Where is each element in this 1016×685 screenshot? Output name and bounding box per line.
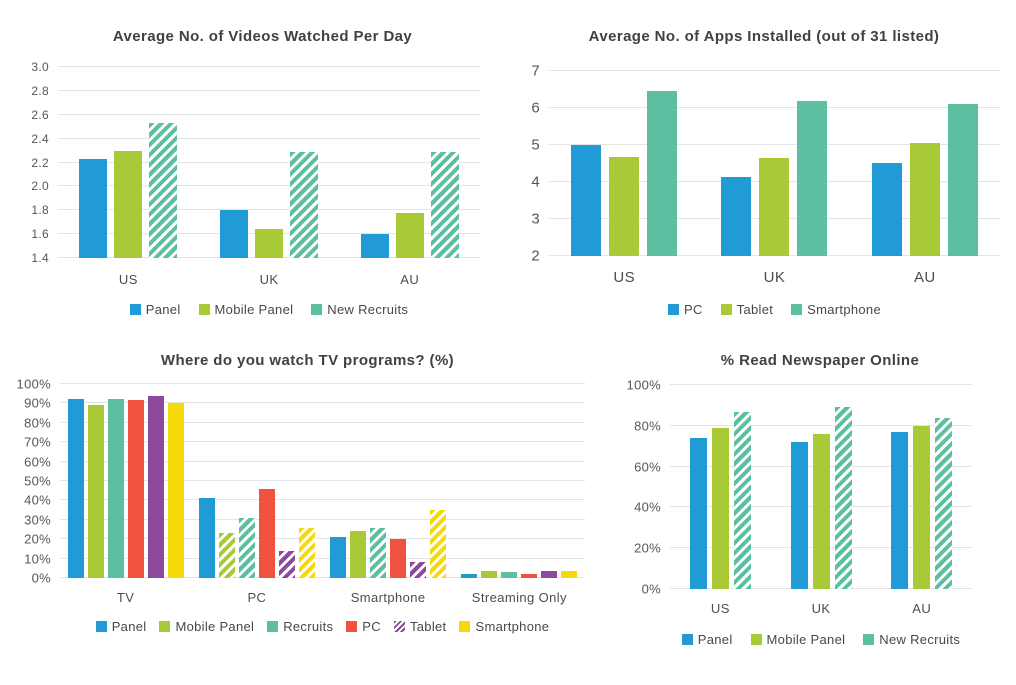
y-tick-label: 1.4 xyxy=(31,251,49,265)
legend xyxy=(58,302,480,317)
legend-label-new-recruits: New Recruits xyxy=(879,632,961,647)
bar-smartphone-au xyxy=(948,104,978,256)
y-tick-label: 100% xyxy=(626,377,661,393)
bar-mobile-panel-us xyxy=(114,151,142,258)
bar-panel-tv xyxy=(68,399,84,578)
bar-group-au xyxy=(850,71,1000,256)
y-tick-label: 0% xyxy=(641,581,661,597)
plot-area xyxy=(31,60,480,265)
bar-new-recruits-uk xyxy=(835,407,852,589)
chart-title: Average No. of Videos Watched Per Day xyxy=(112,28,413,45)
y-tick-label: 5 xyxy=(531,136,540,154)
bar-new-recruits-au xyxy=(935,418,952,589)
legend-item-tablet xyxy=(721,302,774,317)
legend-label-panel: Panel xyxy=(145,302,181,317)
bar-groups xyxy=(60,384,585,578)
y-tick-label: 7 xyxy=(531,62,540,80)
bar-recruits-streaming-only xyxy=(501,572,517,578)
legend-swatch-tablet xyxy=(394,621,405,632)
y-tick-label: 6 xyxy=(531,99,540,117)
bar-smartphone-pc xyxy=(299,528,315,578)
legend-swatch-mobile-panel xyxy=(751,634,762,645)
chart-title: Average No. of Apps Installed (out of 31 listed) xyxy=(588,28,940,45)
y-tick-label: 40% xyxy=(634,499,661,515)
legend-swatch-smartphone xyxy=(791,304,802,315)
bar-group-uk xyxy=(199,67,340,258)
y-tick-label: 40% xyxy=(24,492,51,508)
bar-panel-pc xyxy=(199,498,215,578)
bar-smartphone-smartphone xyxy=(430,510,446,578)
bar-mobile-panel-us xyxy=(712,428,729,589)
y-tick-label: 80% xyxy=(634,418,661,434)
y-tick-label: 50% xyxy=(24,473,51,489)
legend-label-tablet: Tablet xyxy=(409,619,447,634)
legend-item-mobile-panel xyxy=(199,302,294,317)
chart-title: Where do you watch TV programs? (%) xyxy=(160,352,455,369)
bar-panel-au xyxy=(361,234,389,258)
bar-smartphone-tv xyxy=(168,403,184,578)
chart-videos-watched-per-day xyxy=(20,28,505,317)
bar-mobile-panel-streaming-only xyxy=(481,571,497,578)
y-tick-label: 2.4 xyxy=(31,131,49,146)
bar-group-pc xyxy=(191,384,322,578)
bar-pc-au xyxy=(872,163,902,256)
bar-pc-uk xyxy=(721,177,751,256)
y-tick-label: 100% xyxy=(16,376,51,392)
bar-new-recruits-au xyxy=(431,152,459,258)
bar-group-us xyxy=(670,385,771,589)
legend-label-tablet: Tablet xyxy=(736,302,774,317)
y-tick-label: 1.6 xyxy=(31,227,49,242)
bar-tablet-pc xyxy=(279,551,295,578)
x-axis-labels xyxy=(58,272,480,287)
legend-item-pc xyxy=(346,619,381,634)
y-tick-label: 2.8 xyxy=(31,83,49,98)
category-label-pc: PC xyxy=(247,590,267,605)
bar-group-au xyxy=(871,385,972,589)
legend-swatch-panel xyxy=(682,634,693,645)
legend-label-mobile-panel: Mobile Panel xyxy=(214,302,294,317)
category-label-uk: UK xyxy=(763,269,786,286)
y-tick-label: 90% xyxy=(24,395,51,411)
x-axis-labels xyxy=(549,269,1000,286)
bar-tablet-us xyxy=(609,157,639,256)
category-label-tv: TV xyxy=(116,590,135,605)
category-label-streaming-only: Streaming Only xyxy=(471,590,567,605)
legend-label-mobile-panel: Mobile Panel xyxy=(175,619,255,634)
legend-label-pc: PC xyxy=(362,619,381,634)
legend-swatch-new-recruits xyxy=(863,634,874,645)
bar-pc-smartphone xyxy=(390,539,406,578)
category-label-us: US xyxy=(710,601,730,616)
bar-groups xyxy=(670,385,972,589)
legend-swatch-pc xyxy=(346,621,357,632)
bar-mobile-panel-au xyxy=(913,426,930,589)
chart-where-watch-tv-programs xyxy=(16,352,595,634)
y-tick-label: 20% xyxy=(24,531,51,547)
legend-swatch-pc xyxy=(668,304,679,315)
bar-group-us xyxy=(549,71,699,256)
bar-panel-uk xyxy=(220,210,248,258)
bar-groups xyxy=(58,67,480,258)
bar-tablet-streaming-only xyxy=(541,571,557,578)
bar-tablet-tv xyxy=(148,396,164,578)
bar-group-us xyxy=(58,67,199,258)
legend-swatch-panel xyxy=(96,621,107,632)
category-label-us: US xyxy=(613,269,635,286)
bar-mobile-panel-tv xyxy=(88,405,104,578)
category-label-au: AU xyxy=(912,601,932,616)
bar-pc-tv xyxy=(128,400,144,578)
y-tick-label: 10% xyxy=(24,551,51,567)
bar-mobile-panel-au xyxy=(396,213,424,258)
x-axis-labels xyxy=(60,590,585,605)
bar-smartphone-streaming-only xyxy=(561,571,577,578)
legend-swatch-mobile-panel xyxy=(199,304,210,315)
bar-pc-us xyxy=(571,145,601,256)
x-axis-labels xyxy=(670,601,972,616)
legend-swatch-new-recruits xyxy=(311,304,322,315)
bar-panel-smartphone xyxy=(330,537,346,578)
legend-swatch-panel xyxy=(130,304,141,315)
legend-item-recruits xyxy=(267,619,333,634)
y-tick-label: 80% xyxy=(24,415,51,431)
chart-apps-installed xyxy=(525,28,1003,317)
legend-item-new-recruits xyxy=(311,302,408,317)
bar-tablet-au xyxy=(910,143,940,256)
bar-pc-streaming-only xyxy=(521,574,537,578)
legend-swatch-smartphone xyxy=(459,621,470,632)
y-tick-label: 70% xyxy=(24,434,51,450)
bar-tablet-uk xyxy=(759,158,789,256)
legend-label-pc: PC xyxy=(684,302,703,317)
bar-group-uk xyxy=(699,71,849,256)
bar-group-tv xyxy=(60,384,191,578)
legend-item-new-recruits xyxy=(863,632,960,647)
legend-label-recruits: Recruits xyxy=(283,619,334,634)
legend xyxy=(670,632,972,647)
plot-area xyxy=(626,377,972,597)
category-label-us: US xyxy=(118,272,138,287)
bar-group-au xyxy=(339,67,480,258)
bar-new-recruits-us xyxy=(734,412,751,589)
legend-item-panel xyxy=(130,302,181,317)
legend-label-panel: Panel xyxy=(111,619,147,634)
legend-item-pc xyxy=(668,302,703,317)
bar-recruits-tv xyxy=(108,399,124,578)
legend-item-smartphone xyxy=(791,302,881,317)
y-tick-label: 2.0 xyxy=(31,179,49,194)
bar-new-recruits-uk xyxy=(290,152,318,258)
bar-panel-uk xyxy=(791,442,808,589)
category-label-au: AU xyxy=(400,272,420,287)
category-label-smartphone: Smartphone xyxy=(350,590,426,605)
y-tick-label: 4 xyxy=(531,173,540,191)
bar-mobile-panel-uk xyxy=(813,434,830,589)
bar-mobile-panel-smartphone xyxy=(350,531,366,578)
y-tick-label: 30% xyxy=(24,512,51,528)
legend-label-panel: Panel xyxy=(697,632,733,647)
legend xyxy=(549,302,1000,317)
legend-swatch-recruits xyxy=(267,621,278,632)
category-label-uk: UK xyxy=(811,601,831,616)
legend-swatch-tablet xyxy=(721,304,732,315)
bar-mobile-panel-pc xyxy=(219,533,235,578)
legend-swatch-mobile-panel xyxy=(159,621,170,632)
y-tick-label: 2.2 xyxy=(31,155,49,170)
plot-area xyxy=(531,62,1000,265)
y-tick-label: 60% xyxy=(24,454,51,470)
bar-new-recruits-us xyxy=(149,123,177,258)
legend-item-mobile-panel xyxy=(159,619,254,634)
bar-panel-streaming-only xyxy=(461,574,477,578)
bar-recruits-smartphone xyxy=(370,528,386,578)
bar-group-streaming-only xyxy=(454,384,585,578)
legend-item-tablet xyxy=(394,619,447,634)
bar-tablet-smartphone xyxy=(410,562,426,578)
legend-item-panel xyxy=(96,619,147,634)
bar-group-uk xyxy=(771,385,872,589)
category-label-uk: UK xyxy=(259,272,279,287)
plot-area xyxy=(16,376,585,586)
legend xyxy=(60,619,585,634)
y-tick-label: 0% xyxy=(31,570,51,586)
bar-pc-pc xyxy=(259,489,275,578)
y-tick-label: 2 xyxy=(531,247,540,265)
y-tick-label: 60% xyxy=(634,459,661,475)
bar-panel-us xyxy=(79,159,107,258)
bar-smartphone-uk xyxy=(797,101,827,256)
legend-item-mobile-panel xyxy=(751,632,846,647)
legend-label-mobile-panel: Mobile Panel xyxy=(766,632,846,647)
legend-item-smartphone xyxy=(459,619,549,634)
chart-read-newspaper-online xyxy=(626,352,1010,647)
bar-group-smartphone xyxy=(323,384,454,578)
legend-label-smartphone: Smartphone xyxy=(475,619,550,634)
y-tick-label: 3 xyxy=(531,210,540,228)
legend-label-smartphone: Smartphone xyxy=(807,302,881,317)
bar-panel-us xyxy=(690,438,707,589)
legend-item-panel xyxy=(682,632,733,647)
chart-title: % Read Newspaper Online xyxy=(720,352,920,369)
y-tick-label: 1.8 xyxy=(31,203,49,218)
legend-label-new-recruits: New Recruits xyxy=(327,302,409,317)
bar-groups xyxy=(549,71,1000,256)
y-tick-label: 2.6 xyxy=(31,107,49,122)
bar-mobile-panel-uk xyxy=(255,229,283,258)
bar-panel-au xyxy=(891,432,908,589)
y-tick-label: 20% xyxy=(634,540,661,556)
category-label-au: AU xyxy=(914,269,936,286)
y-tick-label: 3.0 xyxy=(31,60,49,74)
bar-recruits-pc xyxy=(239,518,255,578)
bar-smartphone-us xyxy=(647,91,677,256)
